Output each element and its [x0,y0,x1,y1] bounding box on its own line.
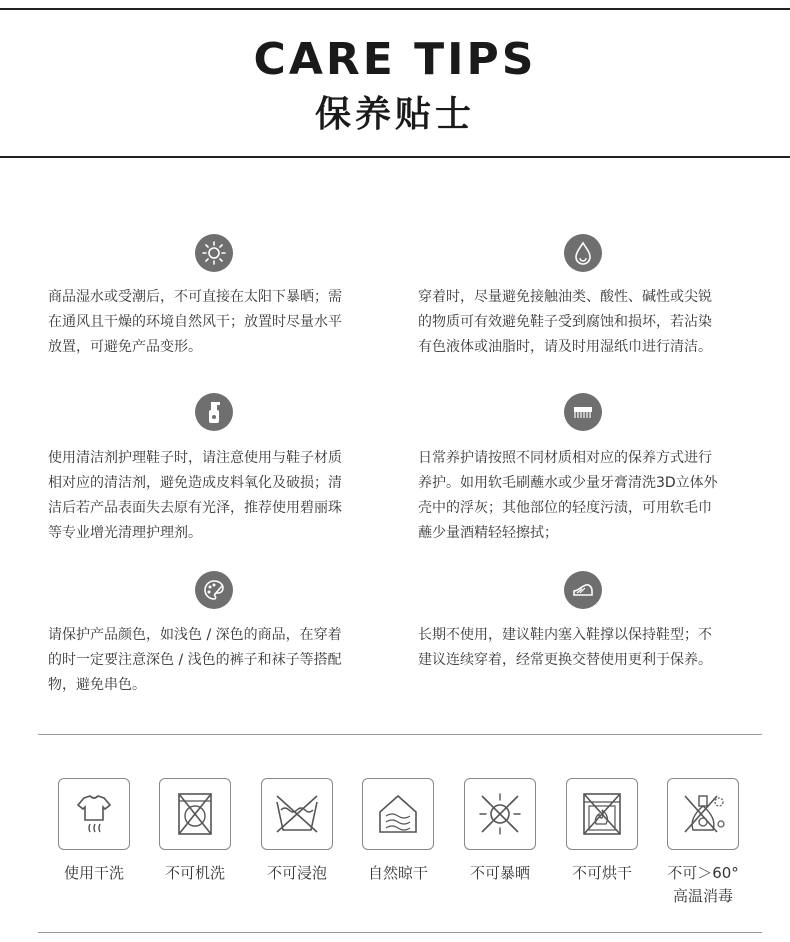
tip-text-color: 请保护产品颜色，如浅色 / 深色的商品，在穿着 的时一定要注意深色 / 浅色的裤子和袜子等搭配 物，避免串色。 [48,627,342,693]
shoe-tree-icon [564,571,602,609]
palette-icon [195,571,233,609]
water-drop-icon [564,234,602,272]
air-dry-icon [362,778,434,850]
care-label-no-high-temp: 不可＞60° 高温消毒 [667,864,739,905]
no-sun-icon [464,778,536,850]
care-label-air-dry: 自然晾干 [367,864,428,882]
tshirt-dry-icon [58,778,130,850]
no-soak-icon [261,778,333,850]
care-label-no-machine-wash: 不可机洗 [164,864,225,882]
spray-bottle-icon [195,393,233,431]
header-top-rule [0,8,790,10]
header-bottom-rule [0,156,790,158]
page-title-zh: 保养贴士 [314,94,475,135]
tip-text-water: 穿着时，尽量避免接触油类、酸性、碱性或尖锐 的物质可有效避免鞋子受到腐蚀和损坏，若沾染 有色液体或油脂时，请及时用湿纸巾进行清洁。 [418,289,712,355]
section-divider-bottom [38,932,762,933]
care-label-dry-clean: 使用干洗 [63,864,124,882]
tip-text-cleaner: 使用清洁剂护理鞋子时，请注意使用与鞋子材质 相对应的清洁剂，避免造成皮料氧化及破损；清 洁后若产品表面失去原有光泽，推荐使用碧丽珠 等专业增光清理护理剂。 [48,450,342,541]
sun-icon [195,234,233,272]
care-label-no-sun: 不可暴晒 [469,864,530,882]
care-label-no-soak: 不可浸泡 [266,864,327,882]
section-divider-top [38,734,762,735]
no-oven-dry-icon [566,778,638,850]
tip-text-shoe-tree: 长期不使用，建议鞋内塞入鞋撑以保持鞋型；不 建议连续穿着，经常更换交替使用更利于保养。 [418,627,712,668]
tip-text-brush: 日常养护请按照不同材质相对应的保养方式进行 养护。如用软毛刷蘸水或少量牙膏清洗3D立体外 壳中的浮灰；其他部位的轻度污渍，可用软毛巾 蘸少量酒精轻轻擦拭； [418,450,718,541]
care-label-no-oven-dry: 不可烘干 [571,864,632,882]
tip-text-sun: 商品湿水或受潮后，不可直接在太阳下暴晒；需 在通风且干燥的环境自然风干；放置时尽量水平 放置，可避免产品变形。 [48,289,342,355]
no-high-temp-icon [667,778,739,850]
page-title-en: CARE TIPS [253,34,537,85]
no-machine-wash-icon [159,778,231,850]
brush-icon [564,393,602,431]
